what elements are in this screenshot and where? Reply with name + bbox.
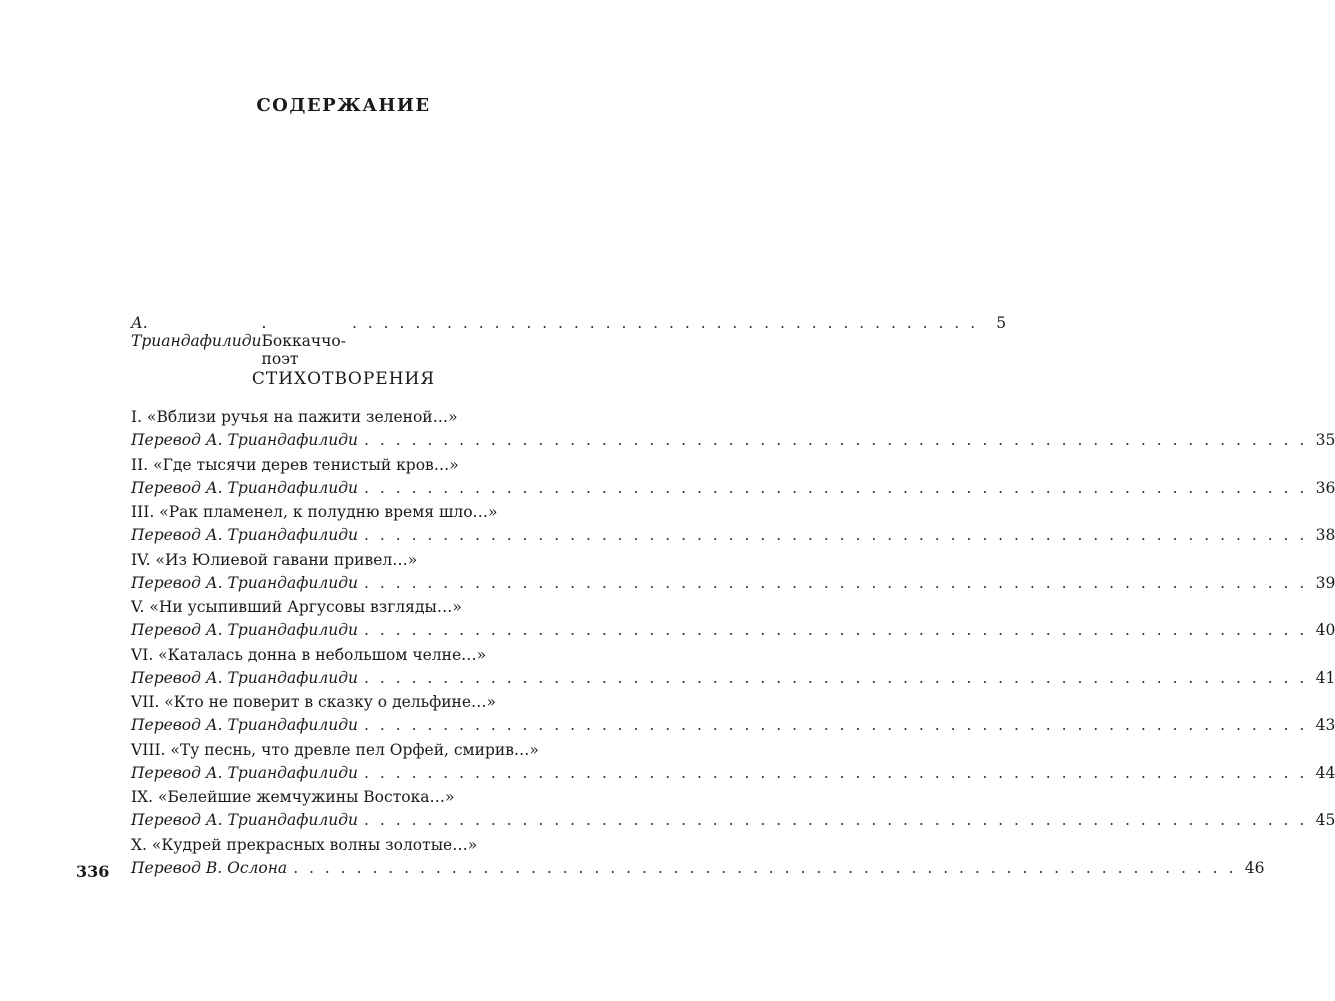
translator-line bbox=[131, 526, 1335, 549]
page-number: 44 bbox=[1315, 763, 1335, 782]
page-number: 43 bbox=[1315, 716, 1335, 734]
translator-line bbox=[131, 431, 1335, 454]
page-number: 39 bbox=[1315, 573, 1335, 592]
translator-line bbox=[131, 811, 1335, 834]
toc-entry bbox=[131, 740, 1335, 789]
toc-entry bbox=[131, 693, 1335, 741]
page-number: 41 bbox=[1315, 668, 1335, 687]
translator-name: Перевод А. Триандафилиди bbox=[131, 811, 359, 829]
toc-entry bbox=[131, 503, 1335, 551]
leader-dots: . . . . . . . . . . . . . . . . . . . . . . . . . . . . . . . . . . . . . . . . . . . . . . . . . . . . . . . . . . . . bbox=[364, 431, 1308, 449]
translator-name: Перевод А. Триандафилиди bbox=[131, 621, 359, 639]
translator-line bbox=[131, 621, 1335, 644]
intro-author: А. Триандафилиди bbox=[131, 314, 262, 350]
translator-name: Перевод А. Триандафилиди bbox=[131, 526, 359, 544]
toc-entry bbox=[131, 835, 1265, 884]
intro-entry bbox=[131, 314, 1007, 368]
poem-title: II. «Где тысячи дерев тенистый кров…» bbox=[131, 455, 459, 474]
leader-dots: . . . . . . . . . . . . . . . . . . . . . . . . . . . . . . . . . . . . . . . . . . . . . . . . . . . . . . . . . . . . bbox=[364, 621, 1308, 639]
translator-name: Перевод А. Триандафилиди bbox=[131, 668, 359, 687]
translator-line bbox=[131, 573, 1335, 597]
toc-entry bbox=[131, 455, 1335, 504]
leader-dots: . . . . . . . . . . . . . . . . . . . . . . . . . . . . . . . . . . . . . . . . . . . . . . . . . . . . . . . . . . . . bbox=[364, 668, 1308, 687]
page-number: 40 bbox=[1315, 621, 1335, 639]
entry-list bbox=[131, 408, 1335, 883]
contents-heading: СОДЕРЖАНИЕ bbox=[256, 95, 431, 116]
poem-title: VII. «Кто не поверит в сказку о дельфине…» bbox=[131, 693, 497, 711]
translator-name: Перевод А. Триандафилиди bbox=[131, 716, 359, 734]
leader-dots: . . . . . . . . . . . . . . . . . . . . . . . . . . . . . . . . . . . . . . . . . . . . . . . . . . . . . . . . . . . . bbox=[364, 526, 1308, 544]
toc-entry bbox=[131, 788, 1335, 836]
poem-title: V. «Ни усыпивший Аргусовы взгляды…» bbox=[131, 598, 462, 616]
translator-name: Перевод А. Триандафилиди bbox=[131, 573, 359, 592]
toc-entry bbox=[131, 408, 1335, 456]
translator-line bbox=[131, 668, 1335, 692]
leader-dots: . . . . . . . . . . . . . . . . . . . . . . . . . . . . . . . . . . . . . . . . . . . . . . . . . . . . . . . . . . . . bbox=[293, 858, 1237, 877]
intro-title: . Боккаччо-поэт bbox=[261, 314, 346, 368]
section-title: СТИХОТВОРЕНИЯ bbox=[251, 369, 436, 389]
translator-line bbox=[131, 763, 1335, 787]
page-number: 46 bbox=[1244, 858, 1265, 877]
toc-entry bbox=[131, 598, 1335, 646]
page-number: 36 bbox=[1315, 478, 1335, 497]
poem-title: III. «Рак пламенел, к полудню время шло…» bbox=[131, 503, 498, 521]
leader-dots: . . . . . . . . . . . . . . . . . . . . . . . . . . . . . . . . . . . . . . . . . . . . . . . . . . . . . . . . . . . . bbox=[364, 478, 1308, 497]
translator-line bbox=[131, 716, 1335, 739]
translator-name: Перевод А. Триандафилиди bbox=[131, 478, 359, 497]
poem-title: VIII. «Ту песнь, что древле пел Орфей, смирив…» bbox=[131, 740, 539, 759]
poem-title: IV. «Из Юлиевой гавани привел…» bbox=[131, 550, 418, 569]
poem-title: IX. «Белейшие жемчужины Востока…» bbox=[131, 788, 455, 806]
page-number: 45 bbox=[1315, 811, 1335, 829]
translator-line bbox=[131, 858, 1265, 882]
poem-title: I. «Вблизи ручья на пажити зеленой…» bbox=[131, 408, 458, 426]
leader-dots: . . . . . . . . . . . . . . . . . . . . . . . . . . . . . . . . . . . . . . . . . . . . . . . . . . . . . . . . . . . . bbox=[364, 811, 1308, 829]
leader-dots: . . . . . . . . . . . . . . . . . . . . . . . . . . . . . . . . . . . . . . . . . . . . . . . . . . . . . . . . . . . . bbox=[364, 573, 1308, 592]
poem-title: VI. «Каталась донна в небольшом челне…» bbox=[131, 645, 487, 664]
toc-entry bbox=[131, 645, 1335, 694]
translator-name: Перевод А. Триандафилиди bbox=[131, 763, 359, 782]
leader-dots: . . . . . . . . . . . . . . . . . . . . . . . . . . . . . . . . . . . . . . . . . . . . . . . . . . . . . . . . . . . . bbox=[364, 716, 1308, 734]
page-number: 35 bbox=[1315, 431, 1335, 449]
translator-name: Перевод А. Триандафилиди bbox=[131, 431, 359, 449]
translator-line bbox=[131, 478, 1335, 502]
toc-entry bbox=[131, 550, 1335, 599]
leader-dots: . . . . . . . . . . . . . . . . . . . . . . . . . . . . . . . . . . . . . . . . . . . . . . . . . . . . . . . . . . . . bbox=[364, 763, 1308, 782]
page-folio: 336 bbox=[76, 862, 110, 881]
page-number: 38 bbox=[1315, 526, 1335, 544]
poem-title: X. «Кудрей прекрасных волны золотые…» bbox=[131, 835, 478, 854]
intro-page-number: 5 bbox=[996, 314, 1007, 332]
leader-dots: . . . . . . . . . . . . . . . . . . . . . . . . . . . . . . . . . . . . . . . . bbox=[351, 314, 979, 332]
translator-name: Перевод В. Ослона bbox=[131, 858, 288, 877]
